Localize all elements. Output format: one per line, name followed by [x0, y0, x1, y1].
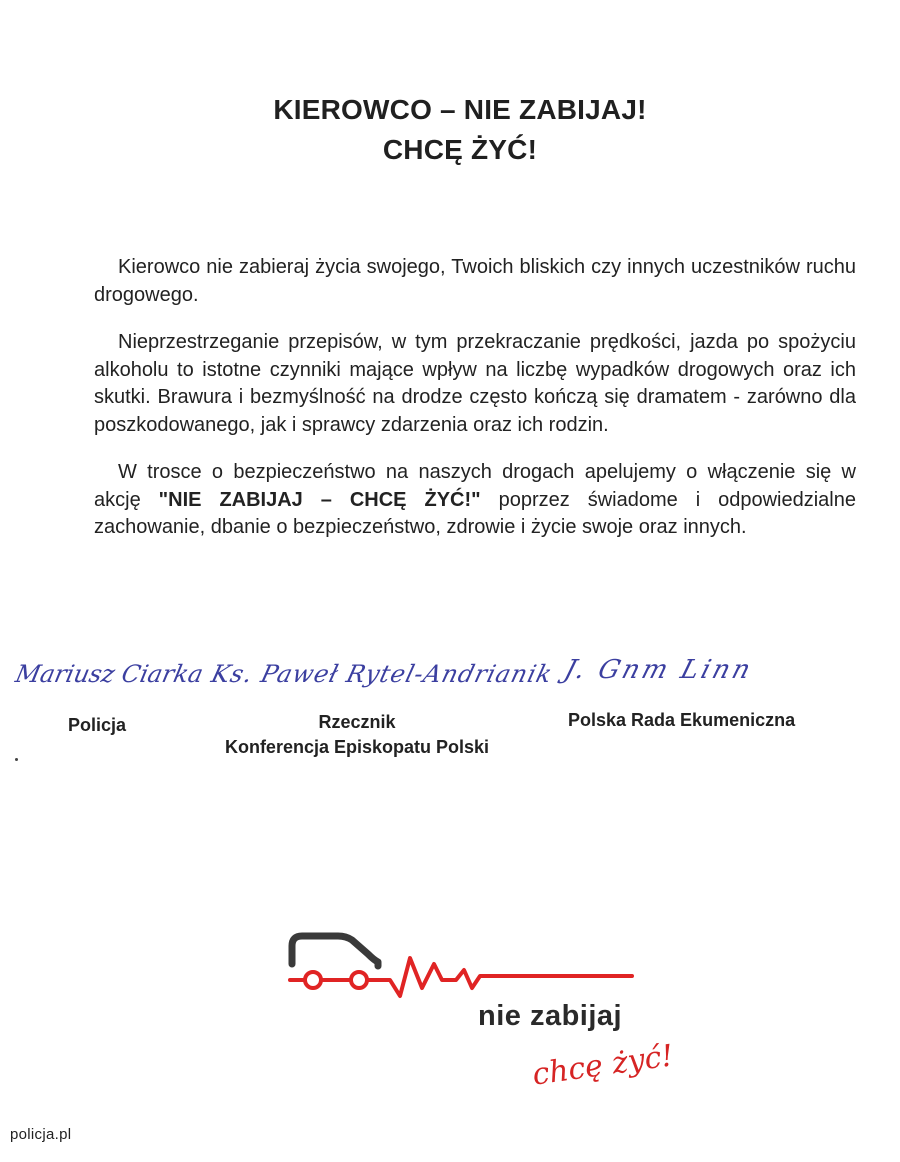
- signature-council: J. Gnm Linn: [560, 655, 757, 685]
- signatory-spokesman: [192, 710, 522, 760]
- paragraph-1: Kierowco nie zabieraj życia swojego, Twoich bliskich czy innych uczestników ruchu drogowego.: [94, 256, 856, 306]
- car-front-wheel-icon: [351, 972, 367, 988]
- logo-text-nie-zabijaj: nie zabijaj: [478, 1000, 623, 1032]
- signatory-council: Polska Rada Ekumeniczna: [568, 710, 796, 730]
- paragraph-2: Nieprzestrzeganie przepisów, w tym przekraczanie prędkości, jazda po spożyciu alkoholu to istotne czynniki mające wpływ na liczbę wypadków drogowych oraz ich skutki. Brawura i bezmyślność na drodze często kończą się dramatem - zarówno dla poszkodowanego, jak i sprawcy zdarzenia oraz ich rodzin.: [94, 331, 856, 436]
- campaign-name: "NIE ZABIJAJ – CHCĘ ŻYĆ!": [158, 488, 481, 511]
- appeal-body: [94, 254, 856, 562]
- title-line-1: KIEROWCO – NIE ZABIJAJ!: [273, 94, 647, 125]
- paragraph-3: [94, 459, 856, 542]
- signatory-spokesman-org: Konferencja Episkopatu Polski: [224, 737, 490, 757]
- signature-police: Mariusz Ciarka: [13, 660, 206, 688]
- signature-spokesman: Ks. Paweł Rytel-Andrianik: [208, 660, 556, 688]
- scan-speck: [15, 758, 18, 761]
- paragraph-3-lead: W trosce o bezpieczeństwo na naszych drogach apelujemy o włączenie się w akcję: [94, 461, 856, 511]
- car-rear-wheel-icon: [305, 972, 321, 988]
- signatory-spokesman-title: Rzecznik: [318, 712, 396, 732]
- paragraph-3-tail: poprzez świadome i odpowiedzialne zachowanie, dbanie o bezpieczeństwo, zdrowie i życie swoje oraz innych.: [94, 488, 856, 538]
- source-watermark: policja.pl: [10, 1126, 72, 1143]
- document-title: [0, 90, 900, 170]
- heartbeat-line-icon: [290, 958, 632, 996]
- logo-text-chce-zyc: chcę żyć!: [530, 1038, 676, 1093]
- car-outline-icon: [292, 936, 378, 966]
- signatory-police: Policja: [68, 715, 127, 735]
- title-line-2: CHCĘ ŻYĆ!: [382, 134, 538, 165]
